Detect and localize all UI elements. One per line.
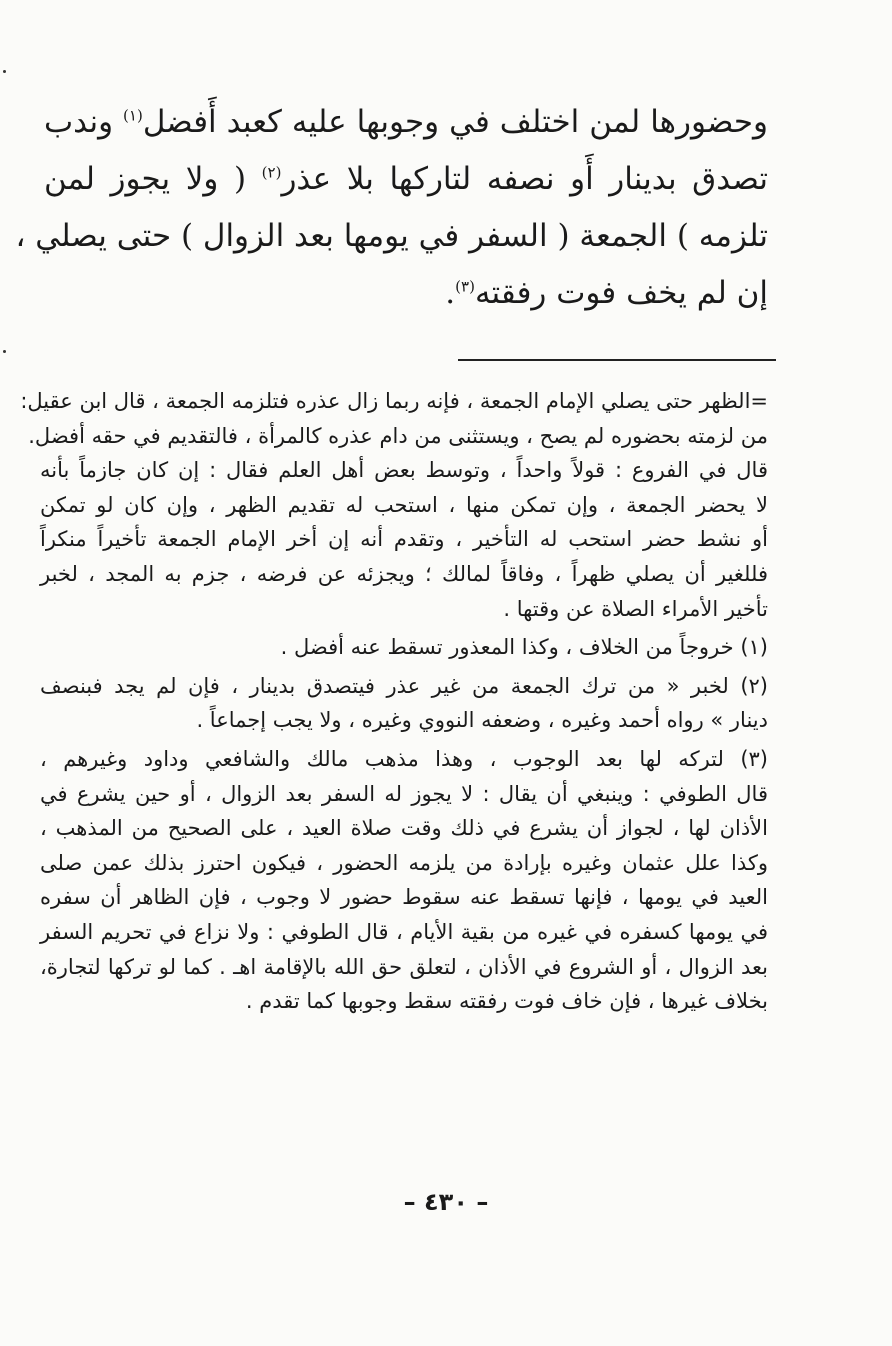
footnote-separator bbox=[458, 359, 776, 361]
footnote-ref: (٣) bbox=[455, 277, 475, 296]
main-text-line: تلزمه ) الجمعة ( السفر في يومها بعد الزوال ) حتى يصلي ، bbox=[15, 218, 768, 254]
main-text bbox=[15, 94, 769, 322]
footnote-continuation bbox=[20, 384, 768, 626]
footnote-line: من لزمته بحضوره لم يصح ، ويستثنى من دام عذره كالمرأة ، فالتقديم في حقه أفضل. bbox=[28, 423, 768, 448]
footnote-line: أو نشط حضر استحب له التأخير ، وتقدم أنه إن أخر الإمام الجمعة تأخيراً منكراً bbox=[40, 527, 768, 552]
footnote-line: قال الطوفي : وينبغي أن يقال : لا يجوز له السفر بعد الزوال ، أو حين يشرع في bbox=[40, 781, 768, 806]
footnotes bbox=[20, 384, 768, 1019]
footnote-line: العيد في يومها ، فإنها تسقط عنه سقوط حضور لا وجوب ، فإن الظاهر أن سفره bbox=[40, 885, 768, 910]
footnote-line: دينار » رواه أحمد وغيره ، وضعفه النووي وغيره ، ولا يجب إجماعاً . bbox=[196, 708, 768, 733]
footnote-line: بعد الزوال ، أو الشروع في الأذان ، لتعلق حق الله بالإقامة اهـ . كما لو تركها لتجارة، bbox=[40, 954, 768, 979]
main-text-line: إن لم يخف فوت رفقته$^{(٣)}$. bbox=[445, 275, 768, 311]
footnote-line: (٣) لتركه لها بعد الوجوب ، وهذا مذهب مالك والشافعي وداود وغيرهم ، bbox=[40, 746, 768, 771]
main-text-line: وحضورها لمن اختلف في وجوبها عليه كعبد أَفضل$^{(١)}$ وندب bbox=[44, 104, 768, 140]
footnote-line: بخلاف غيرها ، فإن خاف فوت رفقته سقط وجوبها كما تقدم . bbox=[245, 989, 768, 1014]
footnote-3 bbox=[40, 742, 768, 1019]
footnote-line: الأذان لها ، لجواز أن يشرع في ذلك وقت صلاة العيد ، على الصحيح من المذهب ، bbox=[40, 816, 768, 841]
footnote-line: تأخير الأمراء الصلاة عن وقتها . bbox=[503, 596, 768, 621]
footnote-line: =الظهر حتى يصلي الإمام الجمعة ، فإنه ربما زال عذره فتلزمه الجمعة ، قال ابن عقيل: bbox=[20, 389, 768, 413]
footnote-2 bbox=[40, 669, 768, 738]
footnote-line: في يومها كسفره في غيره من بقية الأيام ، قال الطوفي : ولا نزاع في تحريم السفر bbox=[40, 919, 768, 944]
footnote-line: فللغير أن يصلي ظهراً ، وفاقاً لمالك ؛ ويجزئه عن فرضه ، جزم به المجد ، لخبر bbox=[40, 561, 768, 586]
footnote-line: (٢) لخبر « من ترك الجمعة من غير عذر فيتصدق بدينار ، فإن لم يجد فبنصف bbox=[40, 673, 768, 698]
footnote-line: لا يحضر الجمعة ، وإن تمكن منها ، استحب له تقديم الظهر ، وإن كان لو تمكن bbox=[40, 492, 768, 517]
page-number: – ٤٣٠ – bbox=[403, 1188, 489, 1216]
footnote-1 bbox=[40, 630, 768, 665]
margin-mark bbox=[3, 350, 6, 353]
footnote-ref: (٢) bbox=[261, 163, 282, 182]
footnote-line: قال في الفروع : قولاً واحداً ، وتوسط بعض أهل العلم فقال : إن كان جازماً بأنه bbox=[40, 458, 768, 483]
main-text-line: تصدق بدينار أَو نصفه لتاركها بلا عذر$^{(٢)}$ ( ولا يجوز لمن bbox=[44, 161, 769, 197]
footnote-ref: (١) bbox=[123, 106, 143, 125]
margin-mark bbox=[3, 70, 6, 73]
footnote-line: (١) خروجاً من الخلاف ، وكذا المعذور تسقط عنه أفضل . bbox=[280, 635, 768, 660]
footnote-line: وكذا علل عثمان وغيره بإرادة من يلزمه الحضور ، فيكون احترز بذلك عمن صلى bbox=[40, 850, 768, 875]
